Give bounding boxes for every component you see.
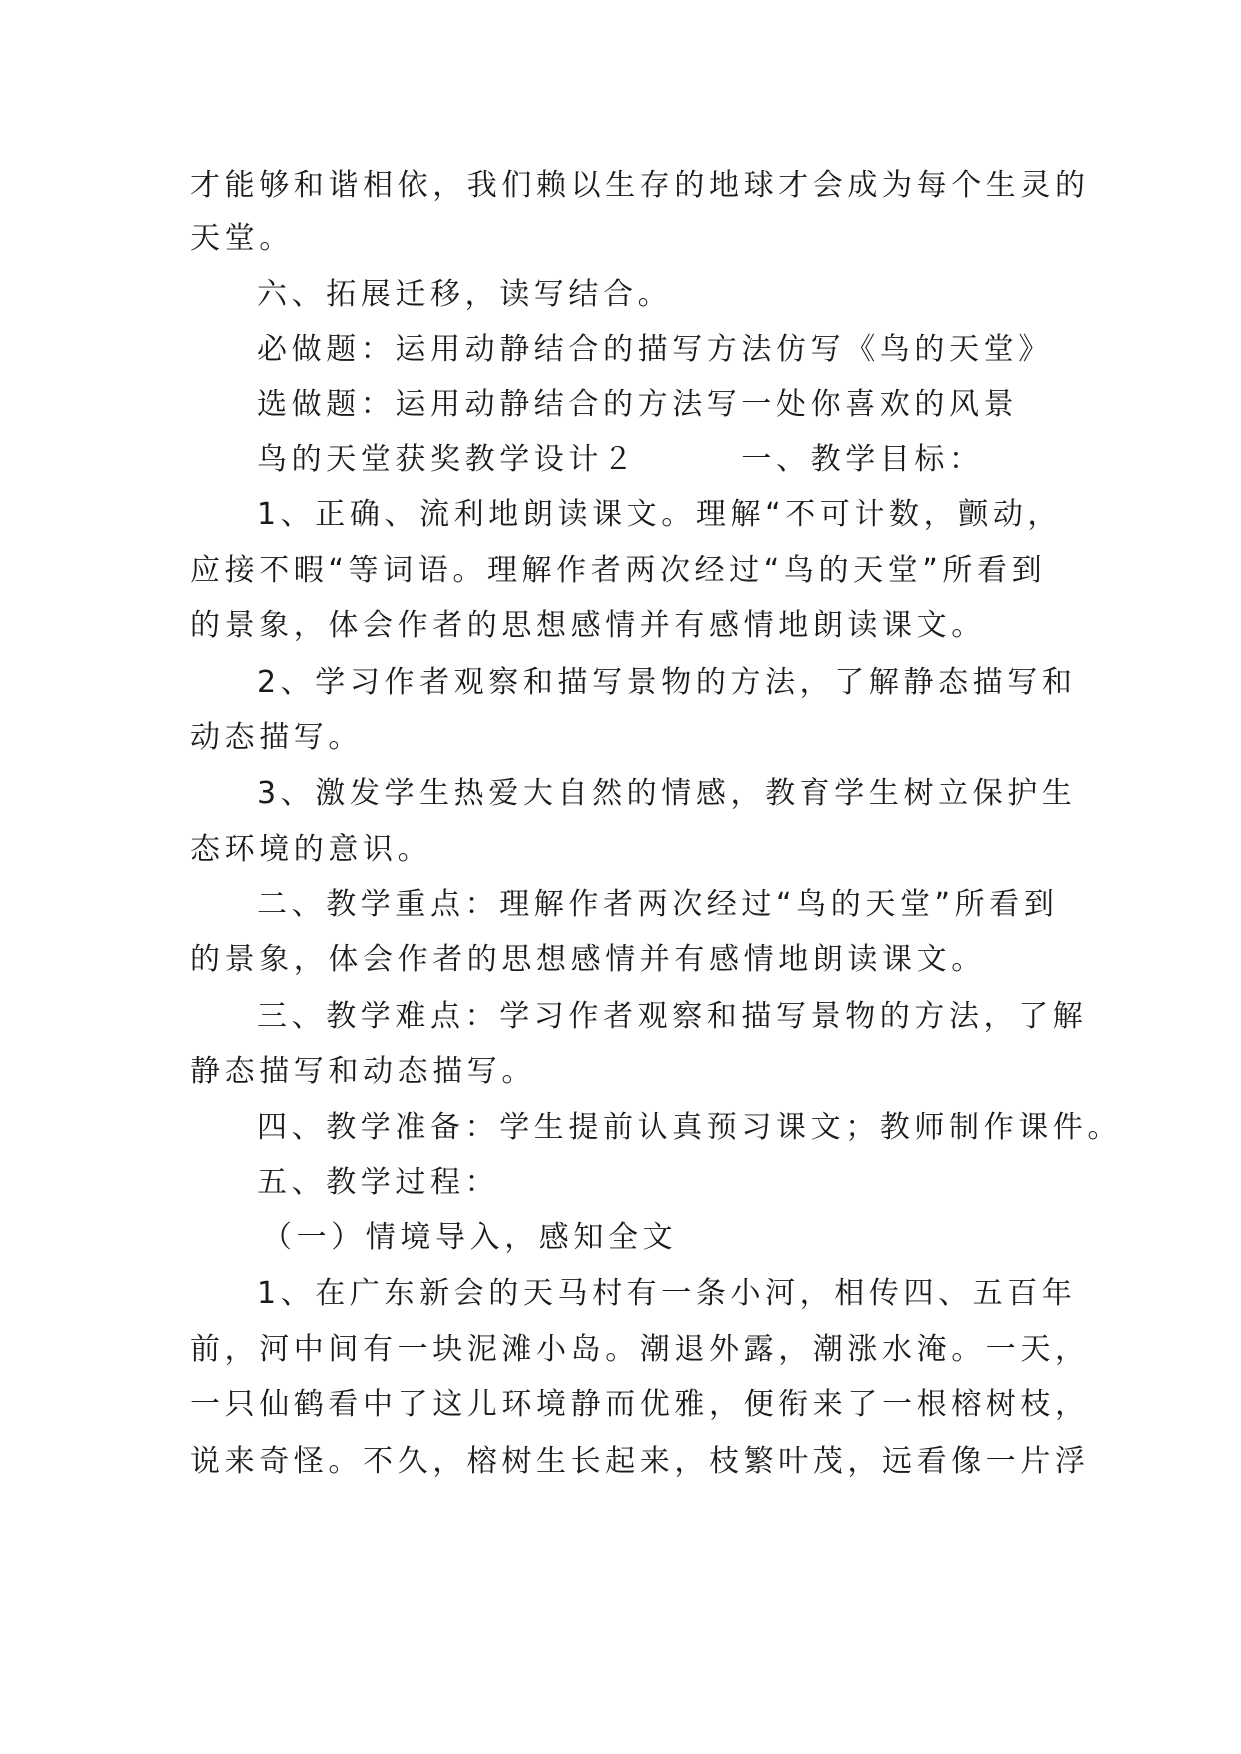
section-heading: 三、教学难点：学习作者观察和描写景物的方法，了解 — [257, 999, 1088, 1034]
text-line: 态环境的意识。 — [190, 832, 433, 867]
text-line: 一只仙鹤看中了这儿环境静而优雅，便衔来了一根榕树枝， — [190, 1387, 1090, 1422]
text-line: 天堂。 — [190, 221, 294, 256]
text-line: 2、学习作者观察和描写景物的方法，了解静态描写和 — [257, 665, 1077, 700]
text-line: 前，河中间有一块泥滩小岛。潮退外露，潮涨水淹。一天， — [190, 1332, 1090, 1367]
document-title: 鸟的天堂获奖教学设计２ 一、教学目标： — [257, 442, 984, 477]
text-line: 动态描写。 — [190, 720, 363, 755]
text-line: 的景象，体会作者的思想感情并有感情地朗读课文。 — [190, 608, 986, 643]
text-line: 1、正确、流利地朗读课文。理解“不可计数，颤动， — [257, 497, 1063, 532]
text-line: 选做题：运用动静结合的方法写一处你喜欢的风景 — [257, 387, 1019, 422]
text-line: 说来奇怪。不久，榕树生长起来，枝繁叶茂，远看像一片浮 — [190, 1444, 1090, 1479]
section-heading: 二、教学重点：理解作者两次经过“鸟的天堂”所看到 — [257, 887, 1059, 922]
section-heading: 六、拓展迁移，读写结合。 — [257, 277, 673, 312]
text-line: 3、激发学生热爱大自然的情感，教育学生树立保护生 — [257, 776, 1077, 811]
text-line: 的景象，体会作者的思想感情并有感情地朗读课文。 — [190, 942, 986, 977]
section-heading: 四、教学准备：学生提前认真预习课文；教师制作课件。 — [257, 1110, 1122, 1145]
text-line: 应接不暇“等词语。理解作者两次经过“鸟的天堂”所看到 — [190, 553, 1047, 588]
subsection-heading: （一）情境导入，感知全文 — [262, 1220, 678, 1255]
text-line: 静态描写和动态描写。 — [190, 1054, 536, 1089]
section-heading: 五、教学过程： — [257, 1165, 500, 1200]
text-line: 1、在广东新会的天马村有一条小河，相传四、五百年 — [257, 1276, 1077, 1311]
text-line: 才能够和谐相依，我们赖以生存的地球才会成为每个生灵的 — [190, 168, 1090, 203]
text-line: 必做题：运用动静结合的描写方法仿写《鸟的天堂》 — [257, 332, 1053, 367]
